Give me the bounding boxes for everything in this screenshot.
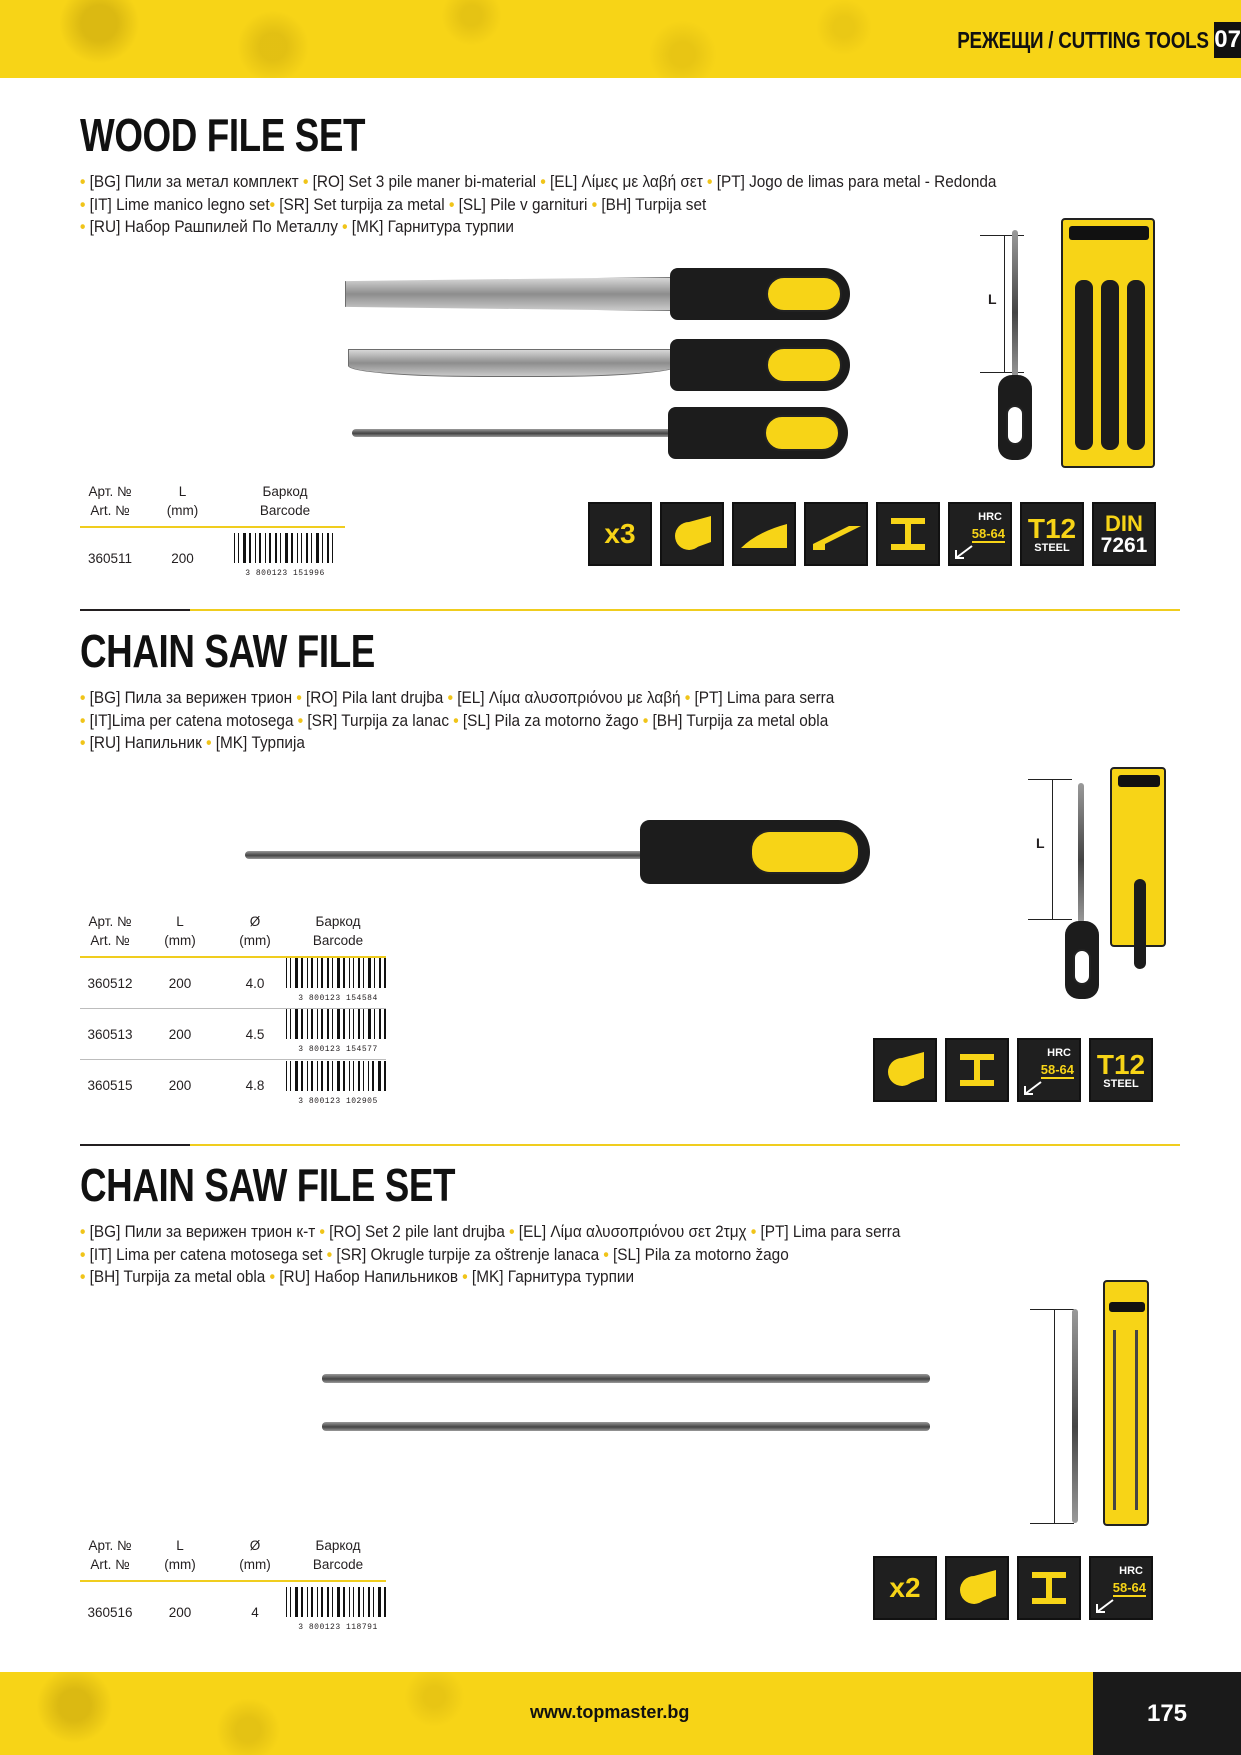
round-file-icon — [660, 502, 724, 566]
bullet: • — [269, 195, 280, 214]
header-l: L — [178, 484, 187, 499]
bullet: • — [509, 1223, 519, 1241]
language-entry: [BH] Turpija set — [601, 195, 707, 214]
header-art-en: Art. № — [90, 933, 130, 948]
language-entry: [RO] Set 2 pile lant drujba — [329, 1223, 510, 1241]
language-entry: [IT]Lima per catena motosega — [89, 711, 298, 730]
website-link[interactable]: www.topmaster.bg — [530, 1702, 690, 1722]
header-barcode-bg: Баркод — [315, 1538, 361, 1553]
diameter-value: 4 — [251, 1604, 259, 1620]
bullet: • — [80, 1268, 90, 1286]
barcode-number: 3 800123 154584 — [298, 994, 378, 1003]
table-row — [80, 1060, 386, 1111]
section-divider — [80, 1144, 1180, 1146]
diameter-value: 4.0 — [245, 975, 265, 991]
language-entry: [MK] Гарнитура турпии — [351, 218, 514, 236]
length-value: 200 — [168, 975, 192, 991]
language-entry: [SR] Set turpija za metal — [279, 195, 449, 214]
hrc-badge: HRC 58-64 — [1017, 1038, 1081, 1102]
header-art-bg: Арт. № — [88, 484, 132, 499]
table-row — [80, 528, 345, 588]
bullet: • — [80, 711, 90, 730]
header-l-unit: (mm) — [164, 933, 196, 948]
quantity-badge: x2 — [873, 1556, 937, 1620]
language-entry: [BG] Пили за верижен трион к-т — [89, 1223, 320, 1241]
spec-table — [80, 1536, 386, 1642]
header-art-bg: Арт. № — [88, 1538, 132, 1553]
flat-file-icon — [804, 502, 868, 566]
language-entry: [EL] Λίμα αλυσοπριόνου σετ 2τμχ — [518, 1223, 751, 1241]
bullet: • — [269, 1268, 280, 1286]
metal-beam-icon — [945, 1038, 1009, 1102]
bullet: • — [80, 734, 90, 752]
round-file-icon — [945, 1556, 1009, 1620]
diameter-value: 4.5 — [245, 1026, 265, 1042]
package-image — [1110, 767, 1166, 947]
table-header — [80, 1536, 386, 1582]
metal-beam-icon — [876, 502, 940, 566]
description-line — [80, 216, 1084, 239]
bullet: • — [297, 711, 308, 730]
header-barcode-en: Barcode — [312, 1557, 364, 1572]
barcode — [290, 1009, 386, 1059]
art-number: 360515 — [87, 1078, 133, 1093]
bullet: • — [319, 1223, 330, 1241]
art-number: 360511 — [87, 550, 133, 566]
header-diameter-unit: (mm) — [239, 1557, 271, 1572]
section-description — [80, 1221, 1160, 1289]
language-entry: [RO] Pila lant drujba — [306, 689, 448, 707]
table-row — [80, 958, 386, 1009]
bullet: • — [342, 218, 352, 236]
bullet: • — [296, 689, 307, 707]
diameter-value: 4.8 — [245, 1078, 265, 1093]
description-line — [80, 732, 1084, 755]
bullet: • — [206, 734, 216, 752]
section-divider — [80, 609, 1180, 611]
section-title: WOOD FILE SET — [80, 109, 366, 161]
language-entry: [IT] Lime manico legno set — [89, 195, 270, 214]
length-value: 200 — [168, 1078, 192, 1093]
length-label: L — [988, 291, 997, 307]
header-barcode-bg: Баркод — [315, 914, 361, 929]
hrc-badge: HRC 58-64 — [948, 502, 1012, 566]
length-value: 200 — [171, 550, 194, 566]
half-round-file-icon — [732, 502, 796, 566]
feature-badges — [873, 1038, 1153, 1102]
description-line — [80, 194, 1084, 217]
bullet: • — [603, 1245, 614, 1264]
category-title — [911, 22, 1241, 58]
round-file-icon — [873, 1038, 937, 1102]
table-row — [80, 1009, 386, 1060]
language-entry: [EL] Λίμα αλυσοπριόνου με λαβή — [457, 689, 685, 707]
header-band — [0, 0, 1241, 78]
language-entry: [IT] Lima per catena motosega set — [89, 1245, 327, 1264]
language-entry: [RU] Набор Напильников — [279, 1268, 463, 1286]
spec-table — [80, 482, 345, 588]
header-diameter: Ø — [249, 1538, 261, 1553]
language-entry: [RU] Напильник — [89, 734, 207, 752]
bullet: • — [80, 218, 90, 236]
language-entry: [PT] Jogo de limas para metal - Redonda — [716, 173, 997, 191]
table-header — [80, 482, 345, 528]
header-art-en: Art. № — [90, 503, 130, 518]
category-label: РЕЖЕЩИ / CUTTING TOOLS — [956, 26, 1209, 53]
hrc-badge: HRC 58-64 — [1089, 1556, 1153, 1620]
table-row — [80, 1582, 386, 1642]
chapter-number: 07 — [1214, 22, 1241, 58]
table-header — [80, 912, 386, 958]
language-entry: [SR] Okrugle turpije za oštrenje lanaca — [336, 1245, 604, 1264]
bullet: • — [80, 689, 90, 707]
bullet: • — [80, 1223, 90, 1241]
header-barcode-en: Barcode — [312, 933, 364, 948]
art-number: 360516 — [87, 1604, 133, 1620]
header-l: L — [176, 1538, 184, 1553]
t12-steel-badge: T12 STEEL — [1020, 502, 1084, 566]
barcode — [290, 1061, 386, 1111]
feature-badges — [588, 502, 1156, 566]
art-number: 360513 — [87, 1026, 133, 1042]
bullet: • — [750, 1223, 761, 1241]
language-entry: [RO] Set 3 pile maner bi-material — [312, 173, 541, 191]
header-diameter-unit: (mm) — [239, 933, 271, 948]
description-line — [80, 710, 1084, 733]
bullet: • — [707, 173, 717, 191]
language-entry: [RU] Набор Рашпилей По Металлу — [89, 218, 343, 236]
section-title: CHAIN SAW FILE SET — [80, 1159, 456, 1211]
barcode — [225, 533, 345, 583]
header-diameter: Ø — [249, 914, 261, 929]
bullet: • — [462, 1268, 472, 1286]
language-entry: [EL] Λίμες με λαβή σετ — [549, 173, 708, 191]
barcode-number: 3 800123 118791 — [298, 1623, 378, 1632]
language-entry: [SL] Pile v garnituri — [458, 195, 592, 214]
section-title: CHAIN SAW FILE — [80, 625, 375, 677]
t12-steel-badge: T12 STEEL — [1089, 1038, 1153, 1102]
length-value: 200 — [168, 1026, 192, 1042]
section-description — [80, 171, 1160, 239]
bullet: • — [326, 1245, 337, 1264]
bullet: • — [302, 173, 313, 191]
metal-beam-icon — [1017, 1556, 1081, 1620]
barcode — [290, 1587, 386, 1637]
bullet: • — [447, 689, 458, 707]
language-entry: [MK] Гарнитура турпии — [471, 1268, 635, 1286]
language-entry: [SL] Pila za motorno žago — [462, 711, 643, 730]
art-number: 360512 — [87, 975, 133, 991]
description-line — [80, 687, 1084, 710]
header-art-bg: Арт. № — [88, 914, 132, 929]
description-line — [80, 1221, 1084, 1244]
language-entry: [BG] Пили за метал комплект — [89, 173, 303, 191]
length-label: L — [1036, 835, 1045, 851]
language-entry: [PT] Lima para serra — [760, 1223, 901, 1241]
bullet: • — [642, 711, 653, 730]
bullet: • — [453, 711, 463, 730]
section-description — [80, 687, 1160, 755]
barcode-number: 3 800123 154577 — [298, 1045, 378, 1054]
feature-badges — [873, 1556, 1153, 1620]
header-l-unit: (mm) — [166, 503, 199, 518]
footer-band — [0, 1672, 1241, 1755]
spec-table — [80, 912, 386, 1111]
language-entry: [BH] Turpija za metal obla — [89, 1268, 270, 1286]
language-entry: [SR] Turpija za lanac — [307, 711, 454, 730]
bullet: • — [684, 689, 695, 707]
description-line — [80, 171, 1084, 194]
barcode — [290, 958, 386, 1008]
package-image — [1103, 1280, 1149, 1526]
description-line — [80, 1266, 1084, 1289]
length-value: 200 — [168, 1604, 192, 1620]
header-l-unit: (mm) — [164, 1557, 196, 1572]
language-entry: [SL] Pila za motorno žago — [613, 1245, 789, 1264]
package-image — [1061, 218, 1155, 468]
description-line — [80, 1244, 1084, 1267]
page-number: 175 — [1093, 1672, 1241, 1755]
bullet: • — [80, 1245, 90, 1264]
language-entry: [BG] Пила за верижен трион — [89, 689, 297, 707]
din-badge: DIN 7261 — [1092, 502, 1156, 566]
language-entry: [BH] Turpija za metal obla — [652, 711, 829, 730]
language-entry: [MK] Турпија — [215, 734, 305, 752]
bullet: • — [80, 195, 90, 214]
bullet: • — [540, 173, 550, 191]
bullet: • — [591, 195, 602, 214]
barcode-number: 3 800123 102905 — [298, 1096, 378, 1106]
header-barcode-bg: Баркод — [262, 484, 308, 499]
header-art-en: Art. № — [90, 1557, 130, 1572]
quantity-badge: x3 — [588, 502, 652, 566]
bullet: • — [80, 173, 90, 191]
header-barcode-en: Barcode — [259, 503, 311, 518]
language-entry: [PT] Lima para serra — [694, 689, 835, 707]
barcode-number: 3 800123 151996 — [245, 569, 325, 578]
bullet: • — [448, 195, 459, 214]
header-l: L — [176, 914, 184, 929]
